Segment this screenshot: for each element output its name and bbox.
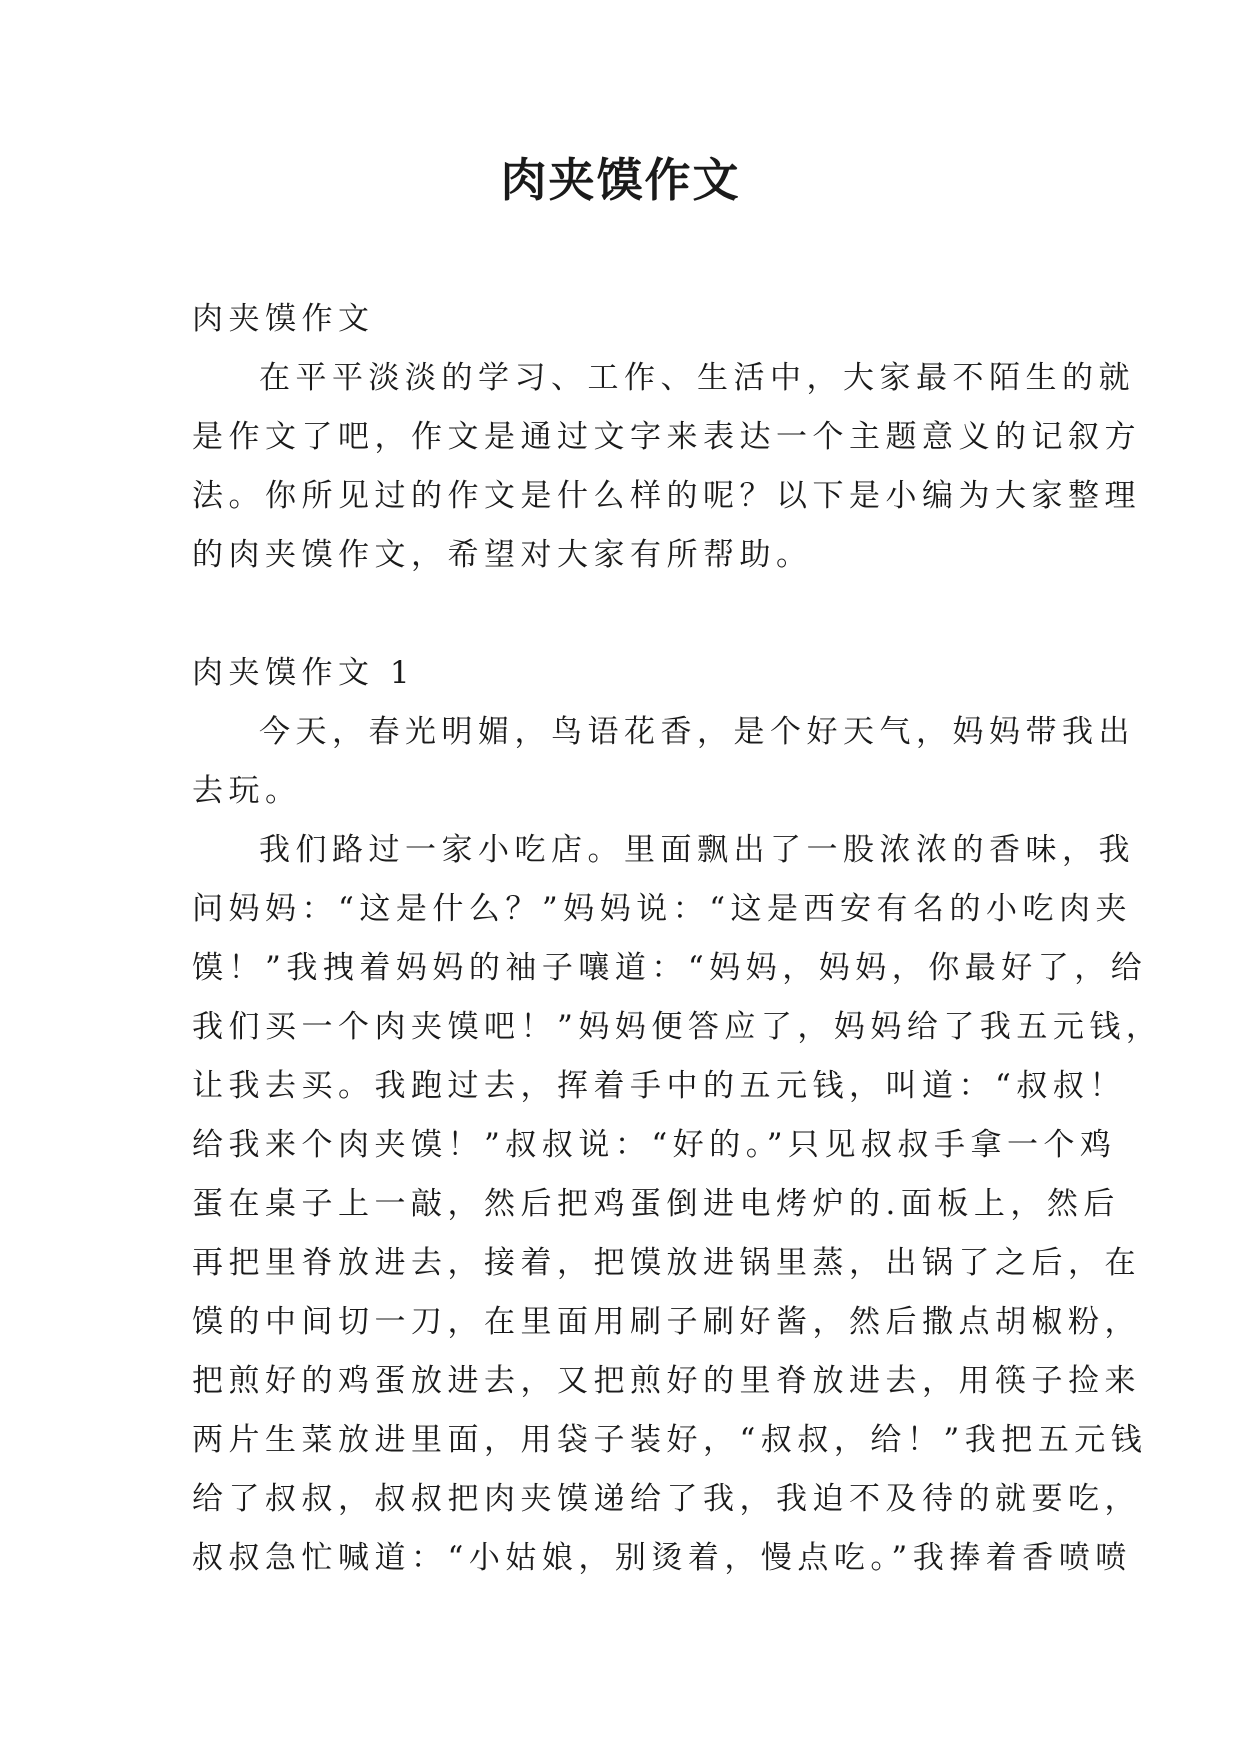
paragraph-gap xyxy=(192,585,1062,644)
document-title: 肉夹馍作文 xyxy=(500,153,741,207)
paragraph-line: 馍！”我拽着妈妈的袖子嚷道：“妈妈，妈妈，你最好了，给 xyxy=(192,950,1148,986)
paragraph-line: 问妈妈：“这是什么？”妈妈说：“这是西安有名的小吃肉夹 xyxy=(192,891,1133,927)
paragraph-line: 给了叔叔，叔叔把肉夹馍递给了我，我迫不及待的就要吃， xyxy=(192,1481,1141,1517)
paragraph-line: 叔叔急忙喊道：“小姑娘，别烫着，慢点吃。”我捧着香喷喷 xyxy=(192,1540,1132,1576)
paragraph-line: 今天，春光明媚，鸟语花香，是个好天气，妈妈带我出 xyxy=(259,714,1135,750)
paragraph-line: 把煎好的鸡蛋放进去，又把煎好的里脊放进去，用筷子捡来 xyxy=(192,1363,1141,1399)
paragraph-line: 去玩。 xyxy=(192,773,302,809)
paragraph-line: 蛋在桌子上一敲，然后把鸡蛋倒进电烤炉的.面板上，然后 xyxy=(192,1186,1120,1222)
paragraph-line: 我们路过一家小吃店。里面飘出了一股浓浓的香味，我 xyxy=(259,832,1135,868)
paragraph-line: 我们买一个肉夹馍吧！”妈妈便答应了，妈妈给了我五元钱， xyxy=(192,1009,1163,1045)
document-body xyxy=(192,290,1163,1588)
paragraph-line: 的肉夹馍作文，希望对大家有所帮助。 xyxy=(192,537,813,573)
paragraph-line: 在平平淡淡的学习、工作、生活中，大家最不陌生的就 xyxy=(259,360,1135,396)
paragraph-line: 让我去买。我跑过去，挥着手中的五元钱，叫道：“叔叔！ xyxy=(192,1068,1126,1104)
paragraph-line: 是作文了吧，作文是通过文字来表达一个主题意义的记叙方 xyxy=(192,419,1141,455)
essay-heading: 肉夹馍作文 1 xyxy=(192,655,416,691)
paragraph-line: 给我来个肉夹馍！”叔叔说：“好的。”只见叔叔手拿一个鸡 xyxy=(192,1127,1117,1163)
intro-heading: 肉夹馍作文 xyxy=(192,301,375,337)
paragraph-line: 再把里脊放进去，接着，把馍放进锅里蒸，出锅了之后，在 xyxy=(192,1245,1141,1281)
paragraph-line: 馍的中间切一刀，在里面用刷子刷好酱，然后撒点胡椒粉， xyxy=(192,1304,1141,1340)
paragraph-line: 两片生菜放进里面，用袋子装好，“叔叔，给！”我把五元钱 xyxy=(192,1422,1148,1458)
paragraph-line: 法。你所见过的作文是什么样的呢？以下是小编为大家整理 xyxy=(192,478,1141,514)
